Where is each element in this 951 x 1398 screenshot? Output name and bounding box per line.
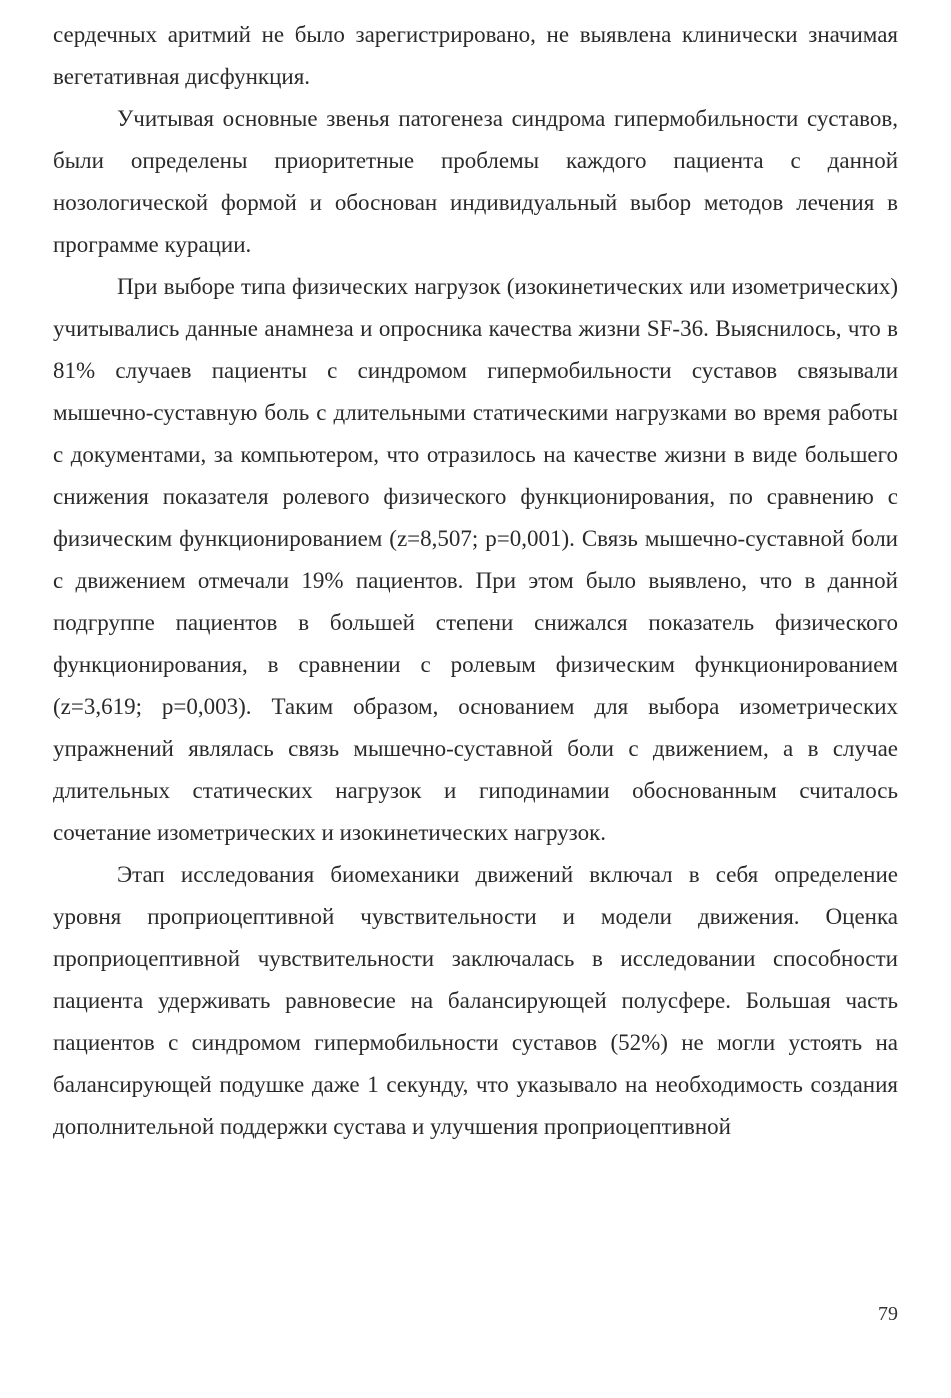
paragraph-physical-loads: При выборе типа физических нагрузок (изокинетических или изометрических) учитывались данные анамнеза и опросника качества жизни SF-36. Выяснилось, что в 81% случаев пациенты с синдромом гипермобильности суставов связывали мышечно-суставную боль с длительными статическими нагрузками во время работы с документами, за компьютером, что отразилось на качестве жизни в виде большего снижения показателя ролевого физического функционирования, по сравнению с физическим функционированием (z=8,507; p=0,001). Связь мышечно-суставной боли с движением отмечали 19% пациентов. При этом было выявлено, что в данной подгруппе пациентов в большей степени снижался показатель физического функционирования, в сравнении с ролевым физическим функционированием (z=3,619; p=0,003). Таким образом, основанием для выбора изометрических упражнений являлась связь мышечно-суставной боли с движением, а в случае длительных статических нагрузок и гиподинамии обоснованным считалось сочетание изометрических и изокинетических нагрузок. [53,274,898,845]
paragraph-pathogenesis: Учитывая основные звенья патогенеза синдрома гипермобильности суставов, были определены приоритетные проблемы каждого пациента с данной нозологической формой и обоснован индивидуальный выбор методов лечения в программе курации. [53,106,898,257]
paragraph-continuation: сердечных аритмий не было зарегистрировано, не выявлена клинически значимая вегетативная дисфункция. [53,22,898,89]
page-number: 79 [878,1303,898,1325]
paragraph-biomechanics: Этап исследования биомеханики движений включал в себя определение уровня проприоцептивной чувствительности и модели движения. Оценка проприоцептивной чувствительности заключалась в исследовании способности пациента удерживать равновесие на балансирующей полусфере. Большая часть пациентов с синдромом гипермобильности суставов (52%) не могли устоять на балансирующей подушке даже 1 секунду, что указывало на необходимость создания дополнительной поддержки сустава и улучшения проприоцептивной [53,862,898,1139]
body-text [53,14,898,1148]
